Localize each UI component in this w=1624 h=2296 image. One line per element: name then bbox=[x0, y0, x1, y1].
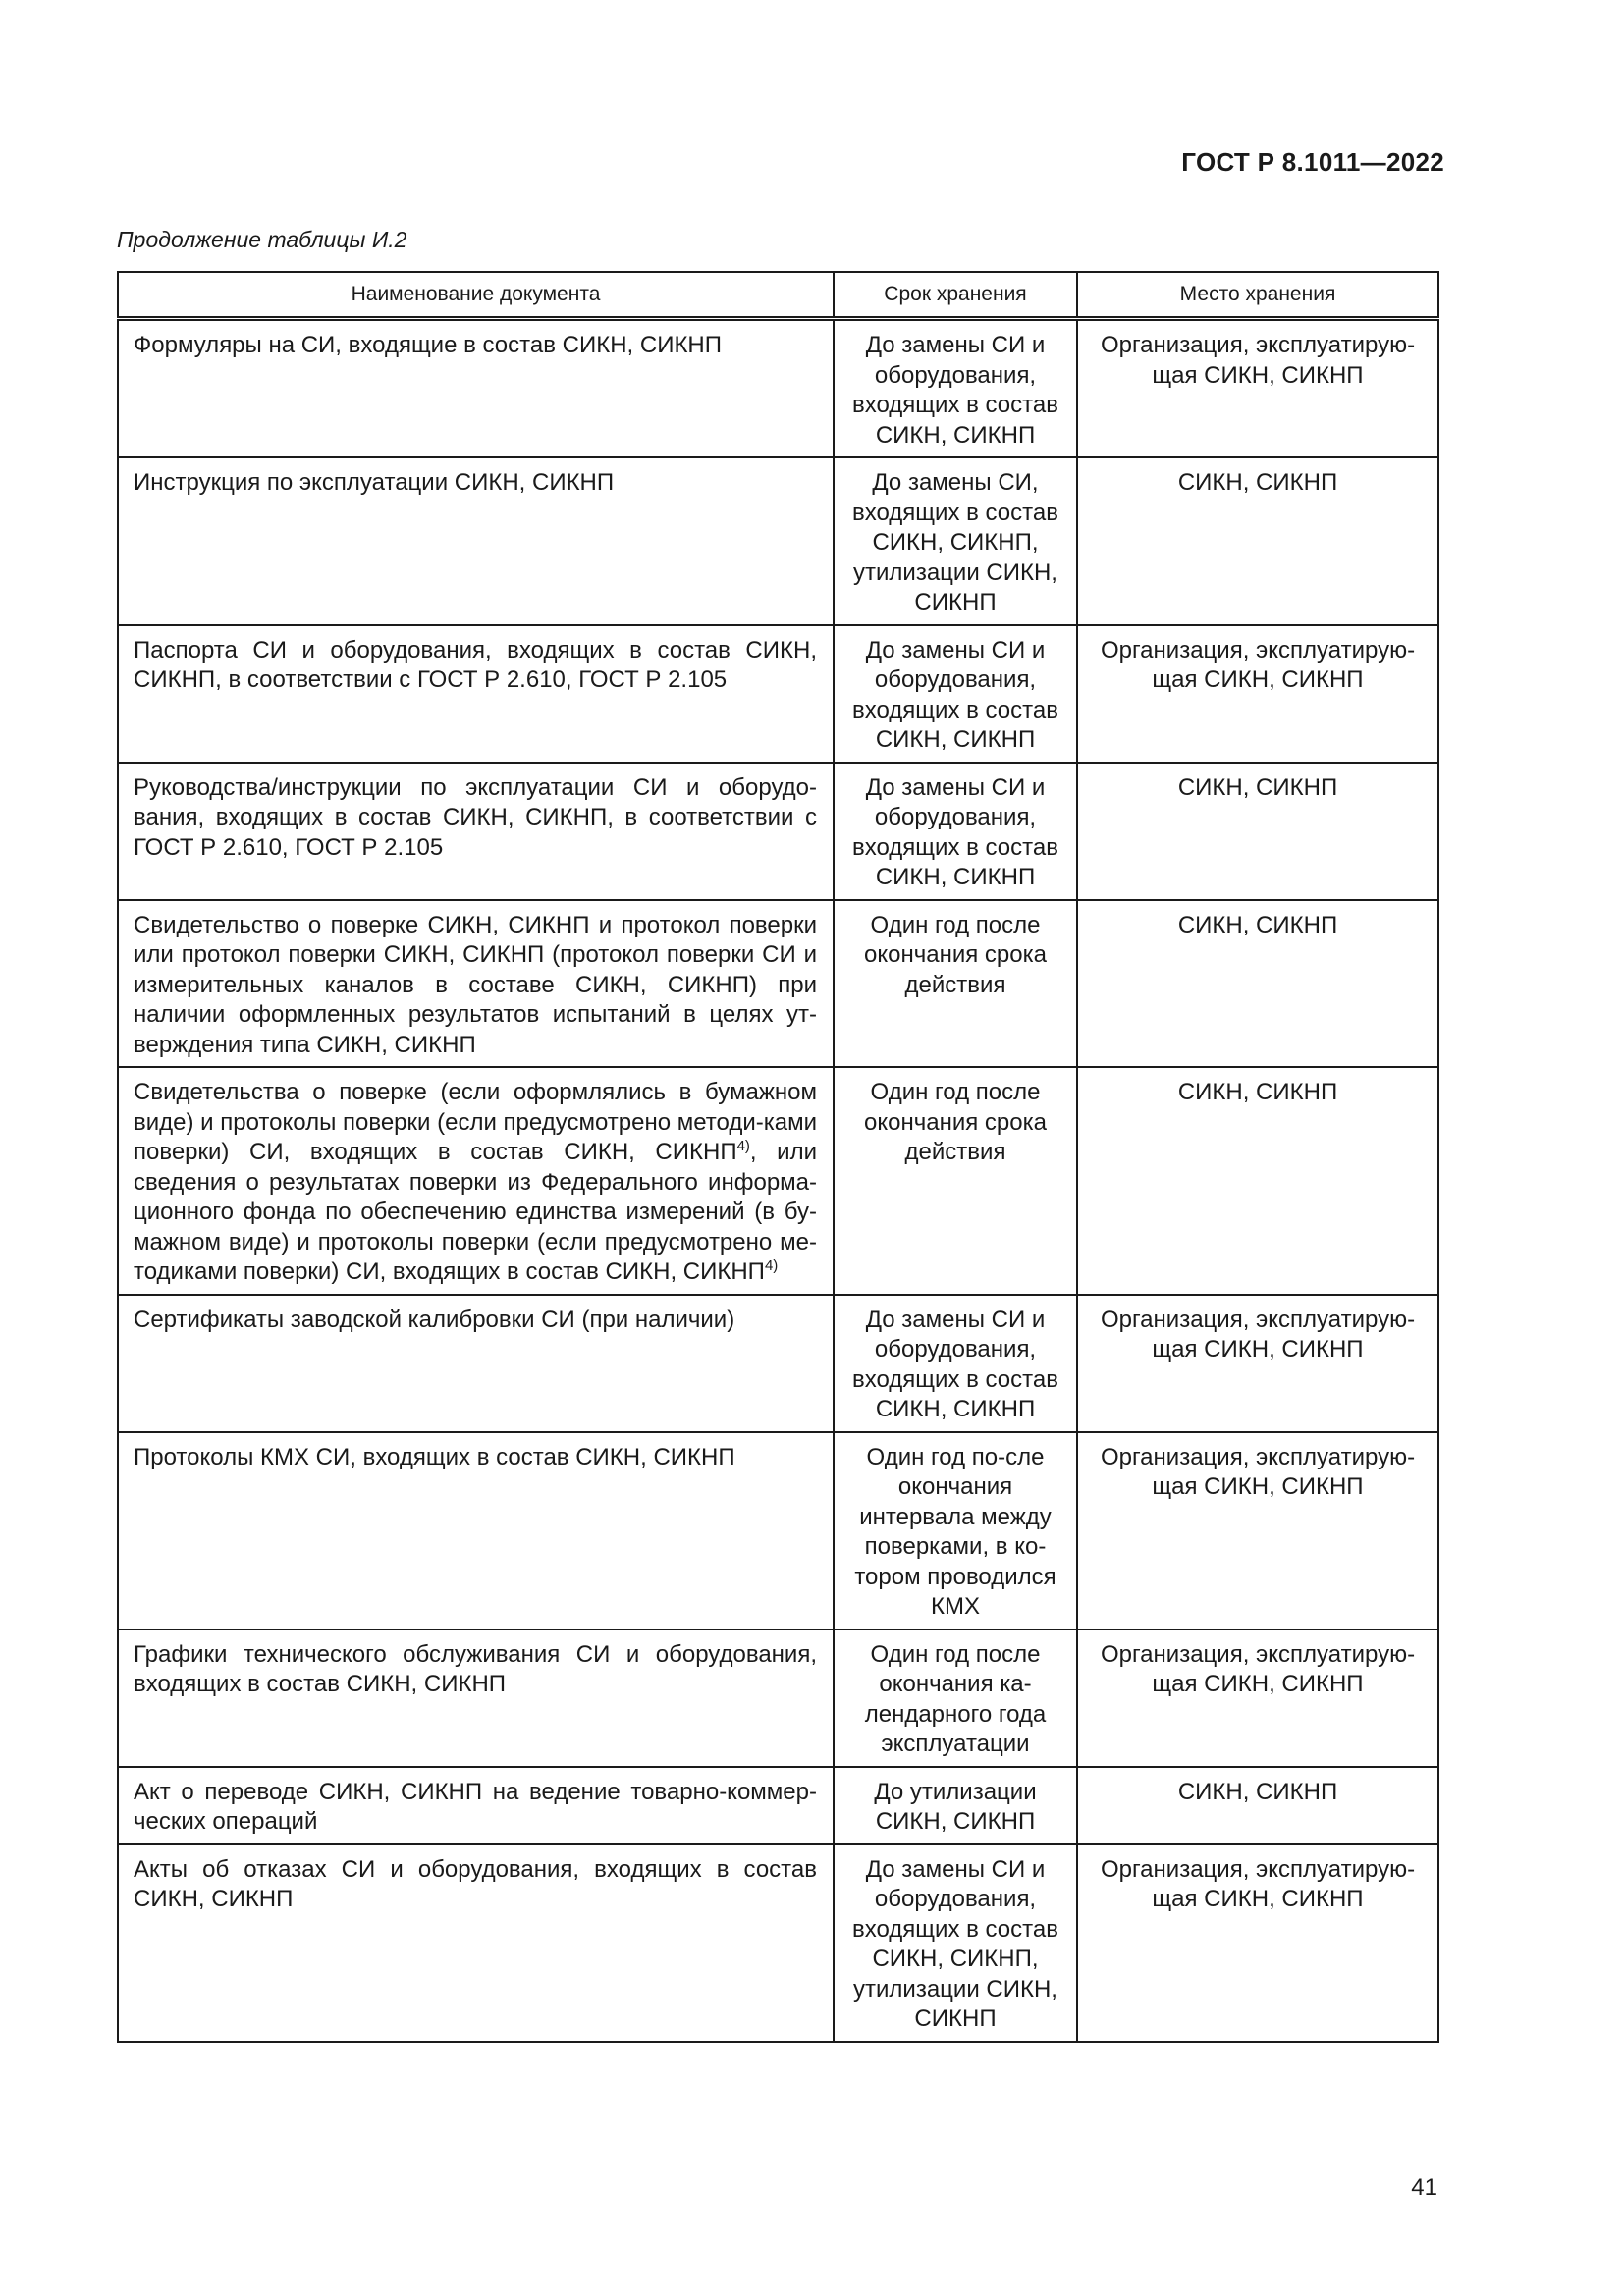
storage-location-cell: Организация, эксплуатирую-щая СИКН, СИКНП bbox=[1077, 1295, 1438, 1432]
storage-location-cell: Организация, эксплуатирую-щая СИКН, СИКНП bbox=[1077, 1844, 1438, 2042]
retention-period-cell: До замены СИ и оборудования, входящих в состав СИКН, СИКНП, утилизации СИКН, СИКНП bbox=[834, 1844, 1077, 2042]
storage-location-cell: Организация, эксплуатирую-щая СИКН, СИКНП bbox=[1077, 625, 1438, 763]
table-row bbox=[118, 1432, 1438, 1629]
retention-period-cell: До замены СИ и оборудования, входящих в состав СИКН, СИКНП bbox=[834, 1295, 1077, 1432]
document-name-cell: Акт о переводе СИКН, СИКНП на ведение товарно-коммер-ческих операций bbox=[118, 1767, 834, 1844]
name-text: , или сведения о результатах поверки из Федерального информа-ционного фонда по обеспечению единства измерений (в бу-мажном виде) и протоколы поверки (если предусмотрено ме-тодиками поверки) СИ, входящих в состав СИКН, СИКНП bbox=[134, 1139, 817, 1285]
page-number: 41 bbox=[1411, 2174, 1437, 2201]
table-row bbox=[118, 1295, 1438, 1432]
retention-period-cell: До замены СИ и оборудования, входящих в состав СИКН, СИКНП bbox=[834, 625, 1077, 763]
table-caption: Продолжение таблицы И.2 bbox=[117, 227, 407, 252]
storage-location-cell: СИКН, СИКНП bbox=[1077, 763, 1438, 900]
document-name-cell: Паспорта СИ и оборудования, входящих в состав СИКН, СИКНП, в соответствии с ГОСТ Р 2.610, ГОСТ Р 2.105 bbox=[118, 625, 834, 763]
footnote-ref: 4) bbox=[764, 1257, 779, 1274]
footnote-ref: 4) bbox=[736, 1138, 750, 1154]
document-name-cell: Инструкция по эксплуатации СИКН, СИКНП bbox=[118, 457, 834, 625]
header-retention-period: Срок хранения bbox=[834, 272, 1077, 319]
document-name-cell: Графики технического обслуживания СИ и оборудования, входящих в состав СИКН, СИКНП bbox=[118, 1629, 834, 1767]
table-row bbox=[118, 1629, 1438, 1767]
retention-period-cell: Один год после окончания срока действия bbox=[834, 900, 1077, 1068]
retention-period-cell: До замены СИ, входящих в состав СИКН, СИКНП, утилизации СИКН, СИКНП bbox=[834, 457, 1077, 625]
table-row bbox=[118, 900, 1438, 1068]
table-row bbox=[118, 457, 1438, 625]
document-name-cell bbox=[118, 1067, 834, 1295]
document-name-cell: Руководства/инструкции по эксплуатации СИ и оборудо-вания, входящих в состав СИКН, СИКНП, в соответствии с ГОСТ Р 2.610, ГОСТ Р 2.105 bbox=[118, 763, 834, 900]
retention-period-cell: Один год после окончания ка-лендарного года эксплуатации bbox=[834, 1629, 1077, 1767]
storage-location-cell: СИКН, СИКНП bbox=[1077, 1767, 1438, 1844]
document-name-cell: Формуляры на СИ, входящие в состав СИКН, СИКНП bbox=[118, 319, 834, 458]
document-name-cell: Протоколы КМХ СИ, входящих в состав СИКН, СИКНП bbox=[118, 1432, 834, 1629]
retention-period-cell: До замены СИ и оборудования, входящих в состав СИКН, СИКНП bbox=[834, 763, 1077, 900]
document-name-cell: Акты об отказах СИ и оборудования, входящих в состав СИКН, СИКНП bbox=[118, 1844, 834, 2042]
retention-period-cell: Один год по-сле окончания интервала между поверками, в ко-тором проводился КМХ bbox=[834, 1432, 1077, 1629]
table-row bbox=[118, 625, 1438, 763]
document-name-cell: Сертификаты заводской калибровки СИ (при наличии) bbox=[118, 1295, 834, 1432]
table-header-row bbox=[118, 272, 1438, 319]
storage-location-cell: Организация, эксплуатирую-щая СИКН, СИКНП bbox=[1077, 319, 1438, 458]
name-text: Свидетельства о поверке (если оформлялись в бумажном виде) и протоколы поверки (если предусмотрено методи-ками поверки) СИ, входящих в состав СИКН, СИКНП bbox=[134, 1079, 817, 1165]
document-retention-table bbox=[117, 271, 1439, 2043]
table-row bbox=[118, 763, 1438, 900]
table-row bbox=[118, 1767, 1438, 1844]
retention-period-cell: Один год после окончания срока действия bbox=[834, 1067, 1077, 1295]
storage-location-cell: Организация, эксплуатирую-щая СИКН, СИКНП bbox=[1077, 1432, 1438, 1629]
retention-period-cell: До замены СИ и оборудования, входящих в состав СИКН, СИКНП bbox=[834, 319, 1077, 458]
header-document-name: Наименование документа bbox=[118, 272, 834, 319]
header-storage-location: Место хранения bbox=[1077, 272, 1438, 319]
table-row bbox=[118, 1067, 1438, 1295]
table-row bbox=[118, 319, 1438, 458]
storage-location-cell: СИКН, СИКНП bbox=[1077, 1067, 1438, 1295]
table-row bbox=[118, 1844, 1438, 2042]
standard-designation: ГОСТ Р 8.1011—2022 bbox=[1181, 147, 1444, 177]
storage-location-cell: СИКН, СИКНП bbox=[1077, 457, 1438, 625]
document-name-cell: Свидетельство о поверке СИКН, СИКНП и протокол поверки или протокол поверки СИКН, СИКНП (протокол поверки СИ и измерительных каналов в составе СИКН, СИКНП) при наличии оформленных результатов испытаний в целях ут-верждения типа СИКН, СИКНП bbox=[118, 900, 834, 1068]
retention-period-cell: До утилизации СИКН, СИКНП bbox=[834, 1767, 1077, 1844]
storage-location-cell: Организация, эксплуатирую-щая СИКН, СИКНП bbox=[1077, 1629, 1438, 1767]
storage-location-cell: СИКН, СИКНП bbox=[1077, 900, 1438, 1068]
